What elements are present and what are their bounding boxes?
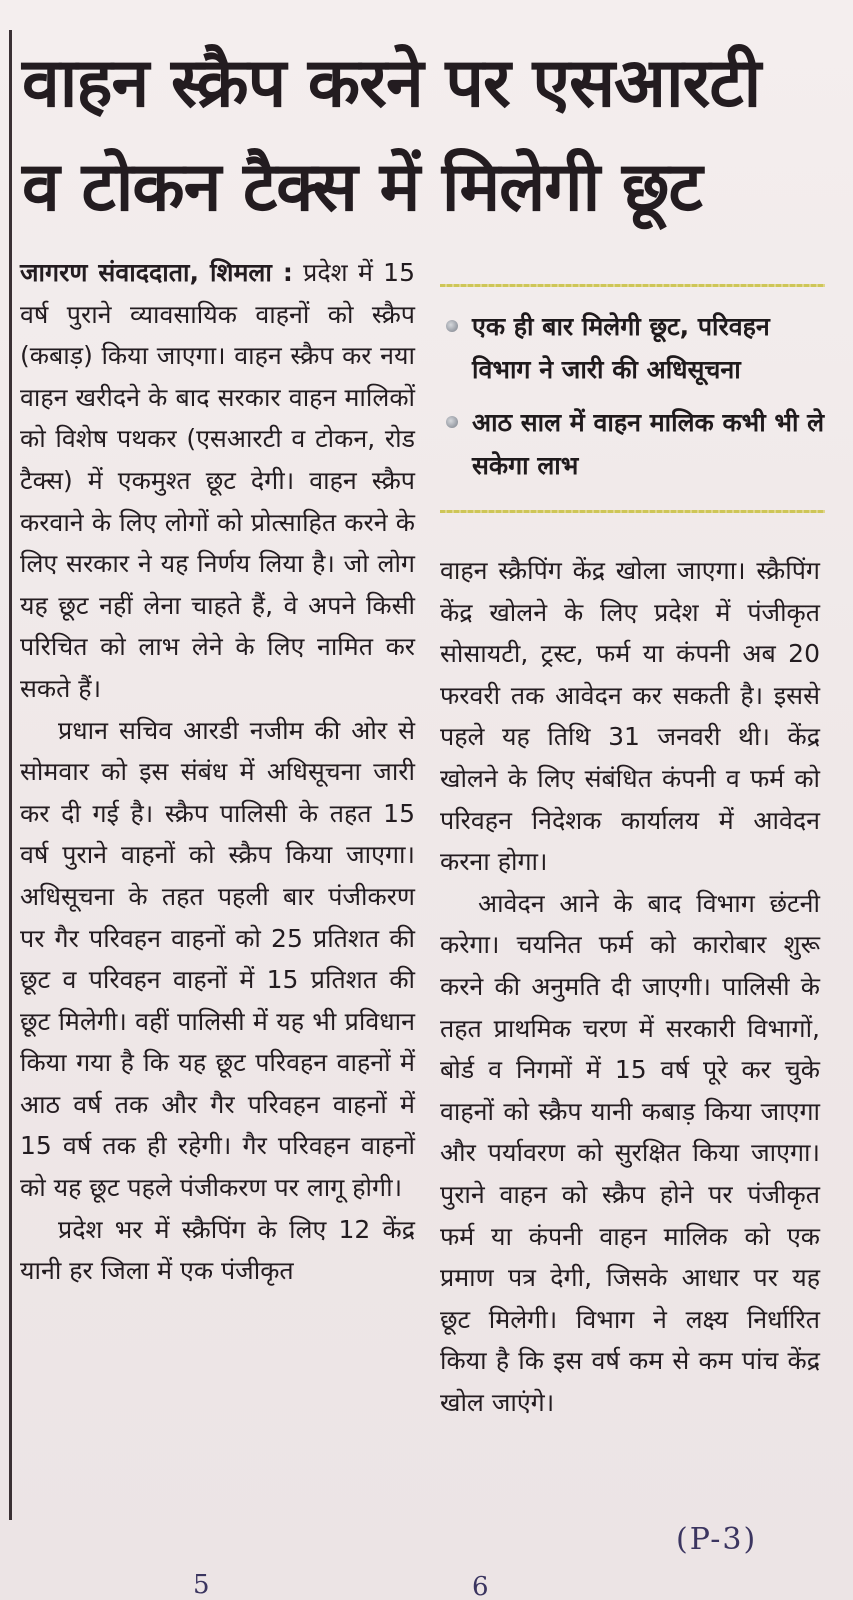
article-paragraph-3: प्रदेश भर में स्क्रैपिंग के लिए 12 केंद्र यानी हर जिला में एक पंजीकृत bbox=[20, 1214, 415, 1286]
headline bbox=[22, 32, 837, 240]
column-edge-line bbox=[9, 30, 12, 1520]
bullet-dot-icon bbox=[446, 320, 458, 332]
left-column bbox=[20, 252, 415, 1292]
article-paragraph-1 bbox=[20, 252, 415, 710]
right-column bbox=[440, 550, 820, 1423]
bullet-dot-icon bbox=[446, 416, 458, 428]
highlight-text: एक ही बार मिलेगी छूट, परिवहन विभाग ने जारी की अधिसूचना bbox=[472, 312, 770, 384]
headline-line-2: व टोकन टैक्स में मिलेगी छूट bbox=[22, 148, 702, 227]
article-paragraph-5: आवेदन आने के बाद विभाग छंटनी करेगा। चयनित फर्म को कारोबार शुरू करने की अनुमति दी जाएगी। पालिसी के तहत प्राथमिक चरण में सरकारी विभागों, बोर्ड व निगमों में 15 वर्ष पूरे कर चुके वाहनों को स्क्रैप यानी कबाड़ किया जाएगा और पर्यावरण को सुरक्षित किया जाएगा। पुराने वाहन को स्क्रैप होने पर पंजीकृत फर्म या कंपनी वाहन मालिक को एक प्रमाण पत्र देगी, जिसके आधार पर यह छूट मिलेगी। विभाग ने लक्ष्य निर्धारित किया है कि इस वर्ष कम से कम पांच केंद्र खोल जाएंगे। bbox=[440, 888, 820, 1417]
highlights-box bbox=[440, 305, 825, 497]
highlight-item bbox=[440, 305, 825, 391]
article-paragraph-4: वाहन स्क्रैपिंग केंद्र खोला जाएगा। स्क्रैपिंग केंद्र खोलने के लिए प्रदेश में पंजीकृत सोसायटी, ट्रस्ट, फर्म या कंपनी अब 20 फरवरी तक आवेदन कर सकती है। इससे पहले यह तिथि 31 जनवरी थी। केंद्र खोलने के लिए संबंधित कंपनी व फर्म को परिवहन निदेशक कार्यालय में आवेदन करना होगा। bbox=[440, 556, 820, 877]
highlight-rule-bottom bbox=[440, 510, 825, 513]
headline-line-1: वाहन स्क्रैप करने पर एसआरटी bbox=[22, 44, 761, 123]
handwritten-mark-left: 5 bbox=[193, 1570, 210, 1600]
paragraph-1-text: प्रदेश में 15 वर्ष पुराने व्यावसायिक वाहनों को स्क्रैप (कबाड़) किया जाएगा। वाहन स्क्रैप कर नया वाहन खरीदने के बाद सरकार वाहन मालिकों को विशेष पथकर (एसआरटी व टोकन, रोड टैक्स) में एकमुश्त छूट देगी। वाहन स्क्रैप करवाने के लिए लोगों को प्रोत्साहित करने के लिए सरकार ने यह निर्णय लिया है। जो लोग यह छूट नहीं लेना चाहते हैं, वे अपने किसी परिचित को लाभ लेने के लिए नामित कर सकते हैं। bbox=[20, 258, 415, 703]
highlight-rule-top bbox=[440, 284, 825, 287]
highlight-item bbox=[440, 401, 825, 487]
highlight-text: आठ साल में वाहन मालिक कभी भी ले सकेगा लाभ bbox=[472, 408, 825, 480]
handwritten-mark-right: 6 bbox=[472, 1572, 489, 1600]
dateline: जागरण संवाददाता, शिमला : bbox=[20, 258, 293, 287]
handwritten-page-note: (P-3) bbox=[676, 1522, 758, 1557]
article-paragraph-2: प्रधान सचिव आरडी नजीम की ओर से सोमवार को इस संबंध में अधिसूचना जारी कर दी गई है। स्क्रैप पालिसी के तहत 15 वर्ष पुराने वाहनों को स्क्रैप किया जाएगा। अधिसूचना के तहत पहली बार पंजीकरण पर गैर परिवहन वाहनों को 25 प्रतिशत की छूट व परिवहन वाहनों में 15 प्रतिशत की छूट मिलेगी। वहीं पालिसी में यह भी प्रविधान किया गया है कि यह छूट परिवहन वाहनों में आठ वर्ष तक और गैर परिवहन वाहनों में 15 वर्ष तक ही रहेगी। गैर परिवहन वाहनों को यह छूट पहले पंजीकरण पर लागू होगी। bbox=[20, 715, 415, 1203]
